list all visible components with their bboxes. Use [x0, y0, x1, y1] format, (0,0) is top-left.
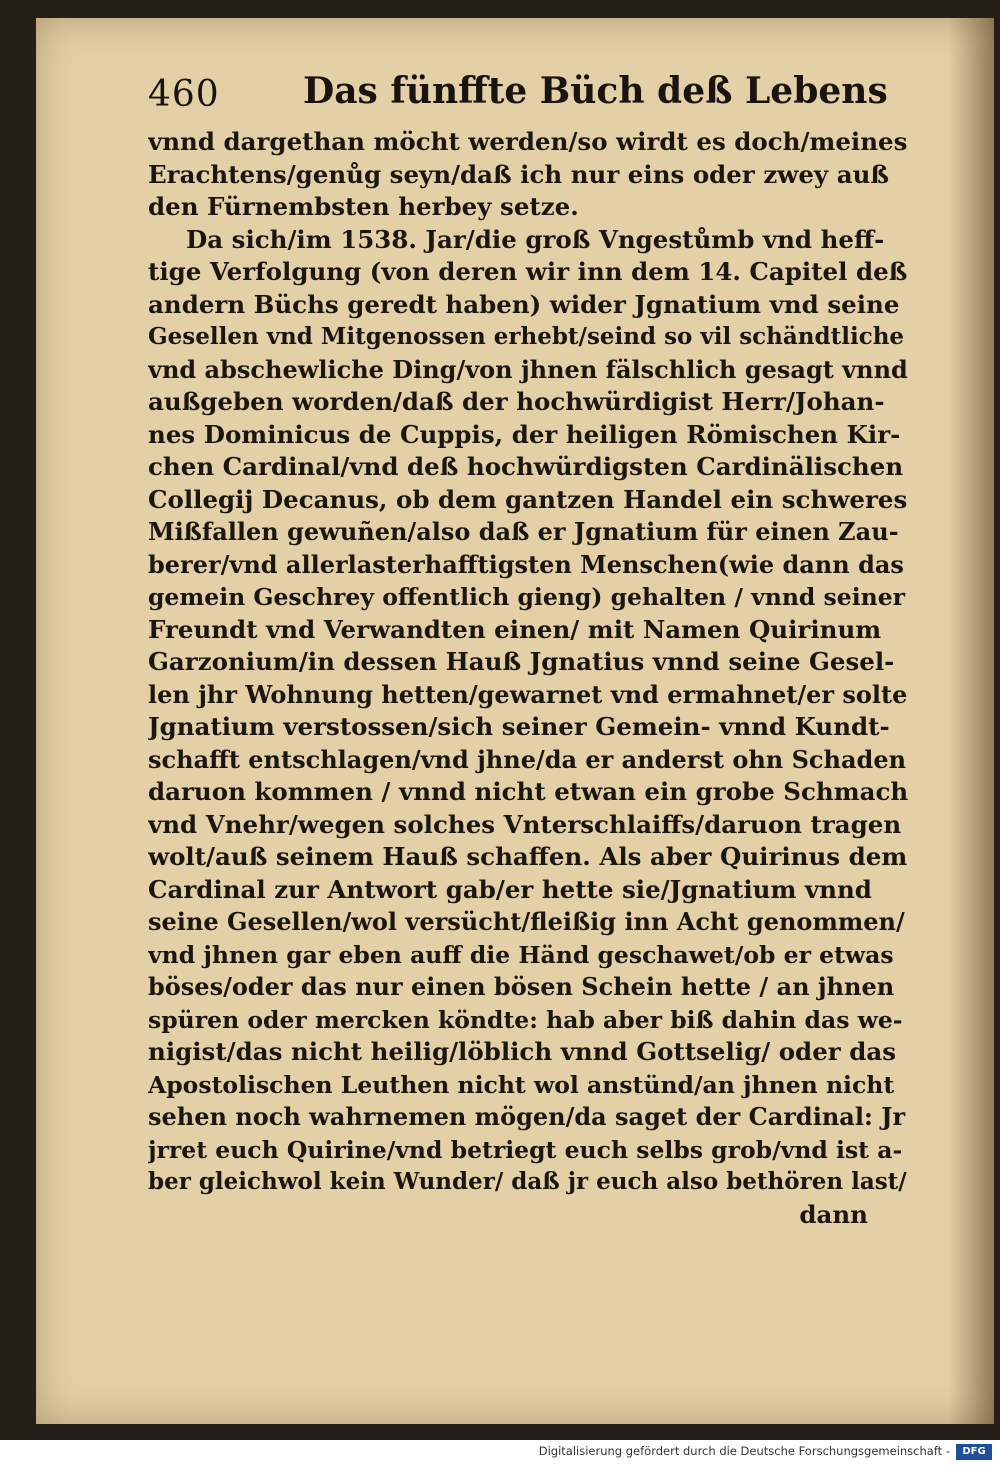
text-line: Apostolischen Leuthen nicht wol anstünd/an jhnen nicht — [148, 1070, 895, 1099]
text-line: vnd abschewliche Ding/von jhnen fälschlich gesagt vnnd — [148, 354, 908, 384]
text-line: spüren oder mercken köndte: hab aber biß dahin das we- — [148, 1005, 903, 1034]
text-line: Jgnatium verstossen/sich seiner Gemein- vnnd Kundt- — [148, 712, 890, 741]
text-line: sehen noch wahrnemen mögen/da saget der Cardinal: Jr — [148, 1102, 906, 1131]
text-line: böses/oder das nur einen bösen Schein hette / an jhnen — [148, 972, 895, 1001]
text-line: Collegij Decanus, ob dem gantzen Handel ein schweres — [148, 484, 908, 514]
text-line: andern Büchs geredt haben) wider Jgnatium vnd seine — [148, 289, 900, 319]
text-line: Freundt vnd Verwandten einen/ mit Namen Quirinum — [148, 614, 882, 644]
funding-credit: Digitalisierung gefördert durch die Deutsche Forschungsgemeinschaft - — [538, 1444, 950, 1458]
text-line: Erachtens/genůg seyn/daß ich nur eins oder zwey auß — [148, 159, 889, 189]
catchword: dann — [799, 1199, 868, 1229]
text-line: len jhr Wohnung hetten/gewarnet vnd ermahnet/er solte — [148, 679, 908, 709]
page-header — [148, 66, 898, 126]
text-line: gemein Geschrey offentlich gieng) gehalten / vnnd seiner — [148, 583, 906, 611]
text-line: chen Cardinal/vnd deß hochwürdigsten Cardinälischen — [148, 452, 904, 481]
text-line: seine Gesellen/wol versücht/fleißig inn Acht genommen/ — [148, 907, 905, 936]
text-line: vnnd dargethan möcht werden/so wirdt es doch/meines — [148, 127, 908, 156]
body-text — [148, 126, 908, 1231]
text-line: wolt/auß seinem Hauß schaffen. Als aber Quirinus dem — [148, 842, 908, 871]
text-line: daruon kommen / vnnd nicht etwan ein grobe Schmach — [148, 777, 908, 806]
text-line: jrret euch Quirine/vnd betriegt euch selbs grob/vnd ist a- — [148, 1135, 903, 1164]
text-line: schafft entschlagen/vnd jhne/da er anderst ohn Schaden — [148, 744, 907, 774]
dfg-logo: DFG — [956, 1444, 992, 1460]
text-line: ber gleichwol kein Wunder/ daß jr euch also bethören last/ — [148, 1168, 907, 1195]
text-line: Garzonium/in dessen Hauß Jgnatius vnnd seine Gesel- — [148, 647, 895, 676]
text-line: Cardinal zur Antwort gab/er hette sie/Jgnatium vnnd — [148, 874, 872, 904]
text-line: Da sich/im 1538. Jar/die groß Vngestůmb vnd heff- — [186, 224, 885, 254]
text-line: außgeben worden/daß der hochwürdigist Herr/Johan- — [148, 387, 885, 416]
text-line: Gesellen vnd Mitgenossen erhebt/seind so vil schändtliche — [148, 323, 905, 350]
text-line: Mißfallen gewuñen/also daß er Jgnatium für einen Zau- — [148, 517, 899, 546]
text-line: den Fürnembsten herbey setze. — [148, 192, 579, 221]
text-line: nigist/das nicht heilig/löblich vnnd Gottselig/ oder das — [148, 1037, 897, 1066]
running-title: Das fünffte Büch deß Lebens — [303, 70, 888, 112]
text-line: vnd jhnen gar eben auff die Händ geschawet/ob er etwas — [148, 940, 894, 969]
text-line: tige Verfolgung (von deren wir inn dem 14. Capitel deß — [148, 257, 908, 286]
digitization-footer — [0, 1440, 1000, 1466]
page-number: 460 — [148, 74, 220, 115]
text-line: vnd Vnehr/wegen solches Vnterschlaiffs/daruon tragen — [148, 809, 902, 839]
text-line: berer/vnd allerlasterhafftigsten Menschen(wie dann das — [148, 549, 904, 579]
text-line: nes Dominicus de Cuppis, der heiligen Römischen Kir- — [148, 419, 901, 449]
